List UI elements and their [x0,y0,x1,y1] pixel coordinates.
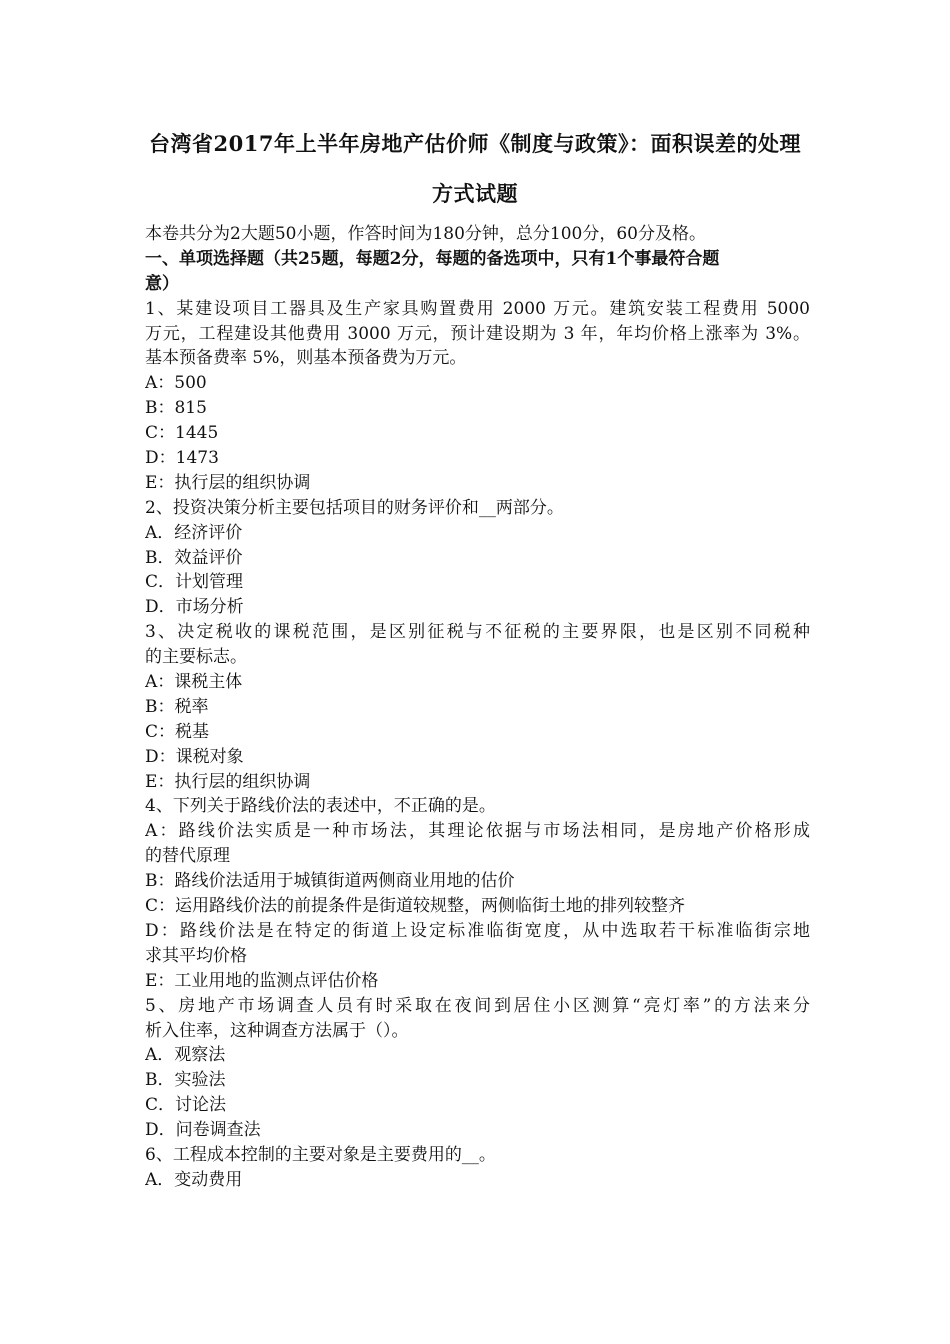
document-title-line-1: 台湾省2017年上半年房地产估价师《制度与政策》：面积误差的处理 [149,131,801,156]
answer-option: C．计划管理 [145,572,244,593]
answer-option: D：课税对象 [145,746,244,767]
answer-option: D．市场分析 [145,597,244,618]
question-stem-line: 析入住率，这种调查方法属于（）。 [145,1020,409,1041]
question-stem-line: 6、工程成本控制的主要对象是主要费用的__。 [145,1144,496,1165]
document-body [145,222,810,1193]
answer-option: A：500 [145,373,207,394]
section-heading-line-1: 一、单项选择题（共25题，每题2分，每题的备选项中，只有1个事最符合题 [145,248,720,269]
question-stem-line: 的主要标志。 [145,647,247,668]
question-stem-line: 3、决定税收的课税范围，是区别征税与不征税的主要界限，也是区别不同税种 [145,622,810,643]
question-4 [145,794,810,993]
answer-option: B．效益评价 [145,547,243,568]
question-3 [145,620,810,794]
answer-option: A：路线价法实质是一种市场法，其理论依据与市场法相同，是房地产价格形成 [145,821,810,842]
answer-option: B：路线价法适用于城镇街道两侧商业用地的估价 [145,871,515,892]
question-stem-line: 万元，工程建设其他费用 3000 万元，预计建设期为 3 年，年均价格上涨率为 3%。 [145,323,810,344]
answer-option: A．经济评价 [145,522,243,543]
answer-option: A．变动费用 [145,1169,243,1190]
question-stem-line: 1、某建设项目工器具及生产家具购置费用 2000 万元。建筑安装工程费用 5000 [145,298,810,319]
answer-option: C：税基 [145,721,210,742]
question-6 [145,1143,810,1193]
question-stem-line: 2、投资决策分析主要包括项目的财务评价和__两部分。 [145,497,564,518]
answer-option: B．实验法 [145,1070,226,1091]
answer-option: 的替代原理 [145,846,230,867]
answer-option: C：1445 [145,423,219,444]
question-stem-line: 基本预备费率 5%，则基本预备费为万元。 [145,348,467,369]
answer-option: B：815 [145,398,207,419]
question-list [145,297,810,1193]
answer-option: A．观察法 [145,1045,226,1066]
question-stem-line: 5、房地产市场调查人员有时采取在夜间到居住小区测算“亮灯率”的方法来分 [145,995,810,1016]
answer-option: E：执行层的组织协调 [145,771,311,792]
answer-option: B：税率 [145,696,209,717]
answer-option: E：工业用地的监测点评估价格 [145,970,379,991]
question-2 [145,496,810,620]
answer-option: C．讨论法 [145,1095,227,1116]
question-1 [145,297,810,496]
section-heading-line-2: 意） [145,273,179,294]
question-stem-line: 4、下列关于路线价法的表述中，不正确的是。 [145,796,496,817]
answer-option: D．问卷调查法 [145,1120,261,1141]
exam-intro: 本卷共分为2大题50小题，作答时间为180分钟，总分100分，60分及格。 [145,224,706,244]
document-title-line-2: 方式试题 [432,181,518,206]
answer-option: E：执行层的组织协调 [145,472,311,493]
question-5 [145,994,810,1143]
answer-option: D：1473 [145,448,219,469]
answer-option: C：运用路线价法的前提条件是街道较规整，两侧临街土地的排列较整齐 [145,896,686,917]
answer-option: A：课税主体 [145,672,243,693]
answer-option: 求其平均价格 [145,945,247,966]
answer-option: D：路线价法是在特定的街道上设定标准临街宽度，从中选取若干标准临街宗地 [145,920,810,941]
